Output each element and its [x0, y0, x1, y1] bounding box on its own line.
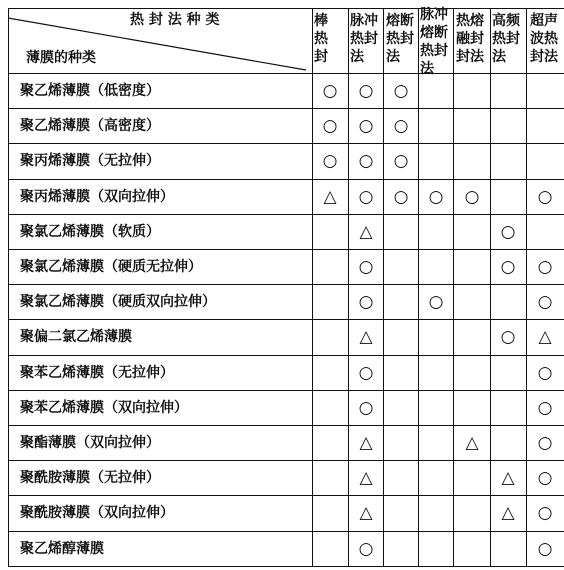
suitable-mark: ○	[358, 292, 374, 312]
suitable-mark: ○	[537, 292, 553, 312]
column-divider	[312, 8, 313, 566]
row-divider	[8, 143, 564, 144]
column-header-impulse-fusion-cut-seal: 脉冲 熔断 热封 法	[420, 7, 448, 77]
suitable-mark: ○	[500, 327, 516, 347]
suitable-mark: ○	[393, 116, 409, 136]
row-divider	[8, 8, 564, 9]
column-header-fusion-cut-seal: 熔断 热封 法	[386, 13, 414, 65]
suitable-mark: ○	[322, 116, 338, 136]
row-divider	[8, 284, 564, 285]
film-type-label: 聚酰胺薄膜（双向拉伸）	[20, 505, 174, 521]
column-header-impulse-seal: 脉冲 热封 法	[350, 13, 378, 65]
column-divider	[383, 8, 384, 566]
row-divider	[8, 495, 564, 496]
film-type-label: 聚氯乙烯薄膜（硬质双向拉伸）	[20, 294, 216, 310]
film-type-label: 聚乙烯薄膜（低密度）	[20, 83, 160, 99]
suitable-mark: ○	[537, 539, 553, 559]
suitable-mark: ○	[500, 222, 516, 242]
film-type-label: 聚丙烯薄膜（双向拉伸）	[20, 189, 174, 205]
conditional-mark: △	[501, 468, 515, 488]
suitable-mark: ○	[393, 81, 409, 101]
conditional-mark: △	[501, 503, 515, 523]
film-type-label: 聚偏二氯乙烯薄膜	[20, 329, 132, 345]
suitable-mark: ○	[358, 363, 374, 383]
conditional-mark: △	[359, 327, 373, 347]
suitable-mark: ○	[537, 363, 553, 383]
film-type-label: 聚苯乙烯薄膜（无拉伸）	[20, 365, 174, 381]
suitable-mark: ○	[537, 187, 553, 207]
column-divider	[453, 8, 454, 566]
suitable-mark: ○	[358, 257, 374, 277]
suitable-mark: ○	[358, 187, 374, 207]
film-type-label: 聚乙烯醇薄膜	[20, 541, 104, 557]
row-divider	[8, 179, 564, 180]
films-header: 薄膜的种类	[26, 50, 96, 66]
conditional-mark: △	[359, 503, 373, 523]
row-divider	[8, 319, 564, 320]
row-divider	[8, 108, 564, 109]
suitable-mark: ○	[393, 151, 409, 171]
suitable-mark: ○	[393, 187, 409, 207]
row-divider	[8, 73, 564, 74]
suitable-mark: ○	[537, 257, 553, 277]
row-divider	[8, 425, 564, 426]
suitable-mark: ○	[322, 81, 338, 101]
conditional-mark: △	[323, 187, 337, 207]
suitable-mark: ○	[500, 257, 516, 277]
row-divider	[8, 566, 564, 567]
film-type-label: 聚乙烯薄膜（高密度）	[20, 118, 160, 134]
row-divider	[8, 460, 564, 461]
column-header-bar-seal: 棒 热 封	[314, 13, 328, 65]
column-divider	[348, 8, 349, 566]
suitable-mark: ○	[464, 187, 480, 207]
film-type-label: 聚氯乙烯薄膜（软质）	[20, 224, 160, 240]
suitable-mark: ○	[358, 116, 374, 136]
suitable-mark: ○	[358, 81, 374, 101]
conditional-mark: △	[359, 468, 373, 488]
column-header-ultrasonic-seal: 超声 波热 封法	[530, 13, 558, 65]
film-type-label: 聚氯乙烯薄膜（硬质无拉伸）	[20, 259, 202, 275]
conditional-mark: △	[538, 327, 552, 347]
suitable-mark: ○	[358, 151, 374, 171]
column-divider	[526, 8, 527, 566]
suitable-mark: ○	[358, 539, 374, 559]
row-divider	[8, 531, 564, 532]
row-divider	[8, 355, 564, 356]
column-divider	[8, 8, 9, 566]
suitable-mark: ○	[537, 398, 553, 418]
row-divider	[8, 214, 564, 215]
film-type-label: 聚酯薄膜（双向拉伸）	[20, 435, 160, 451]
methods-header: 热 封 法 种 类	[130, 12, 220, 28]
suitable-mark: ○	[358, 398, 374, 418]
conditional-mark: △	[359, 433, 373, 453]
suitable-mark: ○	[428, 292, 444, 312]
row-divider	[8, 249, 564, 250]
suitable-mark: ○	[322, 151, 338, 171]
suitable-mark: ○	[537, 503, 553, 523]
row-divider	[8, 390, 564, 391]
suitable-mark: ○	[537, 468, 553, 488]
column-header-hot-melt-seal: 热熔 融封 封法	[456, 13, 484, 65]
suitable-mark: ○	[537, 433, 553, 453]
film-type-label: 聚苯乙烯薄膜（双向拉伸）	[20, 400, 188, 416]
film-type-label: 聚酰胺薄膜（无拉伸）	[20, 470, 160, 486]
column-divider	[418, 8, 419, 566]
conditional-mark: △	[359, 222, 373, 242]
conditional-mark: △	[465, 433, 479, 453]
column-header-high-frequency-seal: 高频 热封 法	[492, 13, 520, 65]
column-divider	[490, 8, 491, 566]
suitable-mark: ○	[428, 187, 444, 207]
film-type-label: 聚丙烯薄膜（无拉伸）	[20, 153, 160, 169]
